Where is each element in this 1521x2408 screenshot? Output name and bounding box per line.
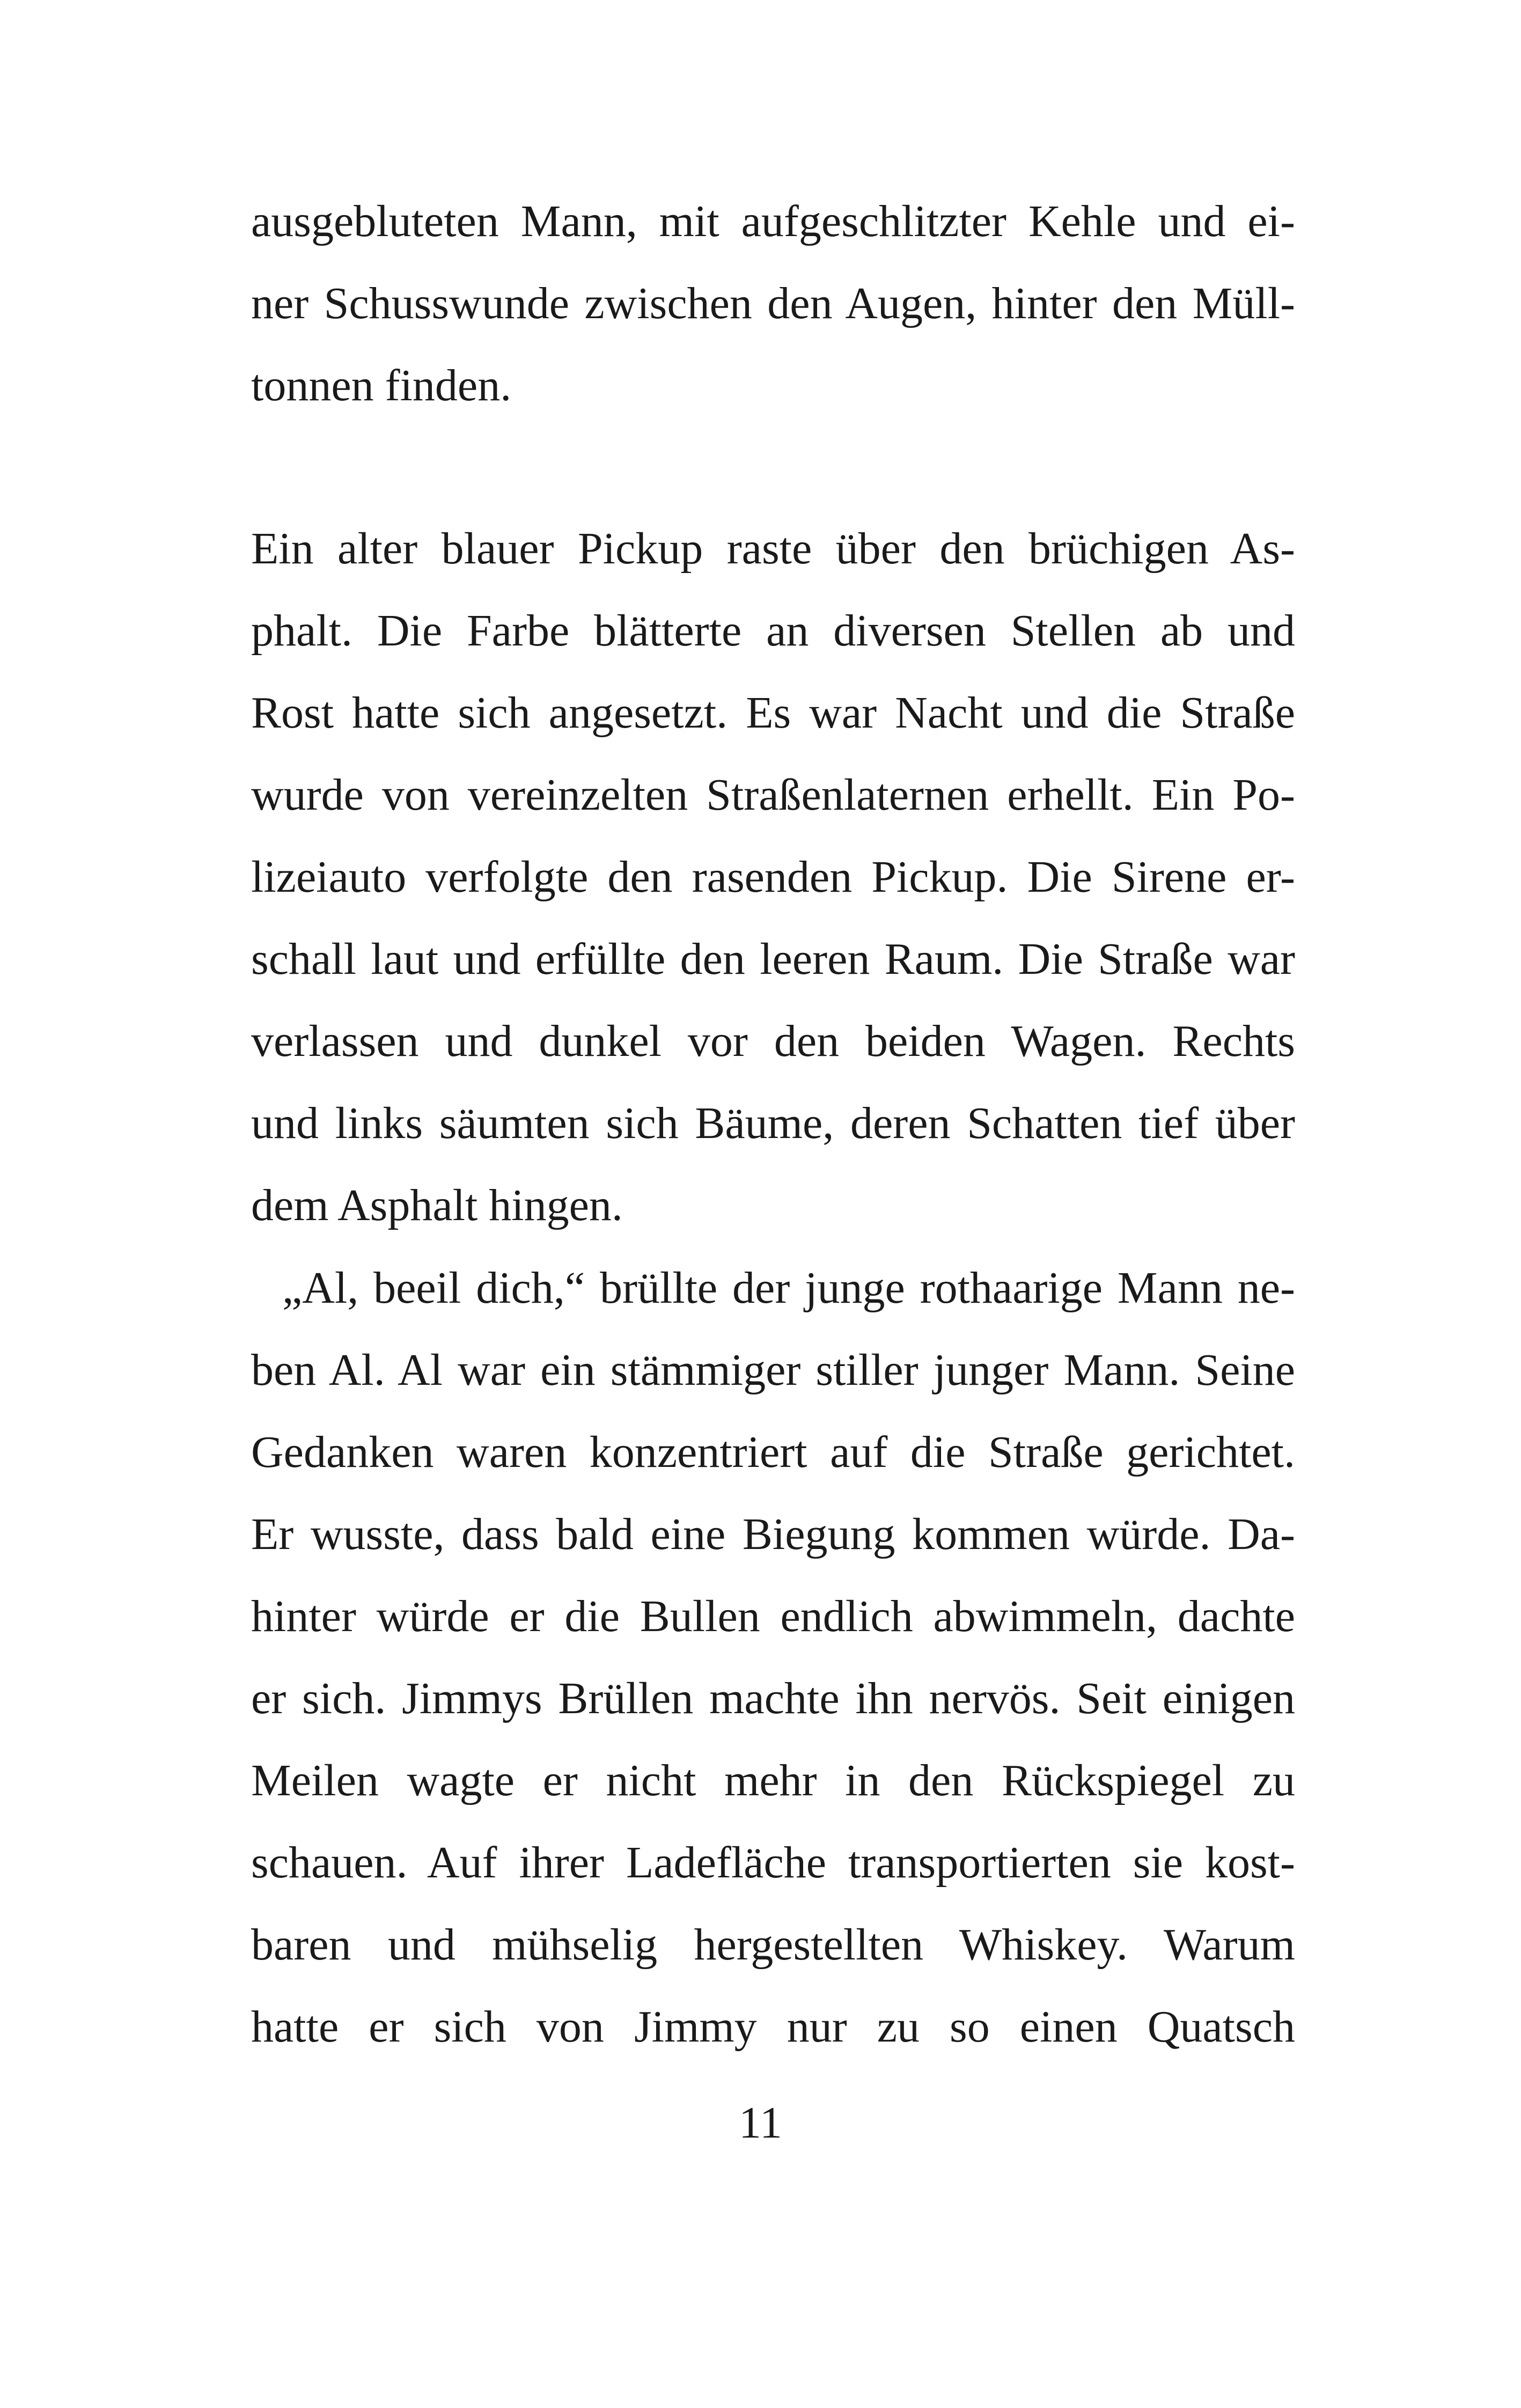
text-line: Gedanken waren konzentriert auf die Straße gerichtet.	[251, 1427, 1295, 1477]
text-line: dem Asphalt hingen.	[251, 1180, 623, 1230]
text-line: Ein alter blauer Pickup raste über den brüchigen As-	[251, 524, 1295, 574]
text-line: phalt. Die Farbe blätterte an diversen Stellen ab und	[251, 606, 1295, 656]
paragraph-2	[251, 508, 1295, 1246]
text-line: Er wusste, dass bald eine Biegung kommen würde. Da-	[251, 1509, 1295, 1559]
text-line: ner Schusswunde zwischen den Augen, hinter den Müll-	[251, 278, 1295, 328]
text-line: lizeiauto verfolgte den rasenden Pickup. Die Sirene er-	[251, 852, 1295, 902]
paragraph-3	[251, 1247, 1295, 2068]
text-line: ben Al. Al war ein stämmiger stiller junger Mann. Seine	[251, 1345, 1295, 1395]
text-line: tonnen finden.	[251, 361, 512, 410]
text-line: und links säumten sich Bäume, deren Schatten tief über	[251, 1098, 1295, 1148]
text-line: schauen. Auf ihrer Ladefläche transportierten sie kost-	[251, 1838, 1295, 1888]
text-line: wurde von vereinzelten Straßenlaternen erhellt. Ein Po-	[251, 770, 1295, 820]
text-line: verlassen und dunkel vor den beiden Wagen. Rechts	[251, 1016, 1295, 1066]
page-number: 11	[739, 2098, 782, 2148]
text-line: Meilen wagte er nicht mehr in den Rückspiegel zu	[251, 1756, 1295, 1805]
text-line: „Al, beeil dich,“ brüllte der junge rothaarige Mann ne-	[282, 1263, 1295, 1313]
text-line: er sich. Jimmys Brüllen machte ihn nervös. Seit einigen	[251, 1673, 1295, 1723]
text-line: schall laut und erfüllte den leeren Raum. Die Straße war	[251, 934, 1295, 984]
paragraph-1	[251, 180, 1295, 427]
text-line: hinter würde er die Bullen endlich abwimmeln, dachte	[251, 1591, 1295, 1641]
text-line: Rost hatte sich angesetzt. Es war Nacht und die Straße	[251, 688, 1295, 738]
text-line: ausgebluteten Mann, mit aufgeschlitzter Kehle und ei-	[251, 196, 1295, 246]
text-line: baren und mühselig hergestellten Whiskey. Warum	[251, 1920, 1295, 1970]
text-line: hatte er sich von Jimmy nur zu so einen Quatsch	[251, 2002, 1295, 2052]
